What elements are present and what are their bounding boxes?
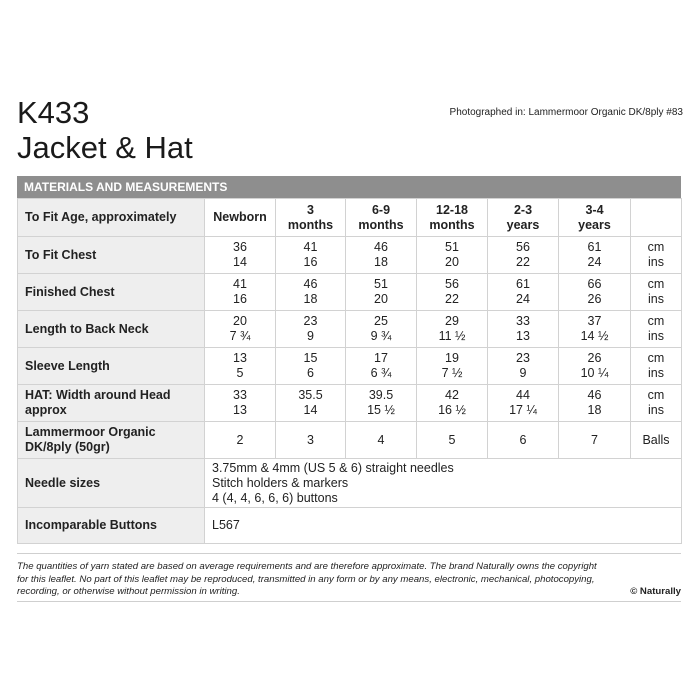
age-header-label: To Fit Age, approximately (18, 199, 205, 237)
table-row (18, 385, 682, 422)
table-cell: 13 5 (205, 348, 276, 385)
table-row (18, 237, 682, 274)
table-cell: 33 13 (488, 311, 559, 348)
table-cell: 5 (417, 422, 488, 459)
table-cell: 46 18 (346, 237, 417, 274)
needles-label: Needle sizes (18, 459, 205, 508)
table-cell: 51 20 (346, 274, 417, 311)
table-cell: 61 24 (559, 237, 631, 274)
disclaimer: The quantities of yarn stated are based on average requirements and are therefore approximate. The brand Naturally owns the copyright for this leaflet. No part of this leaflet may be reproduced, transmitted in any form or by any means, electronic, mechanical, photocopying, recording, or otherwise without permission in writing. (17, 561, 597, 597)
age-col-6-9m: 6-9 months (346, 199, 417, 237)
table-cell: 37 14 ½ (559, 311, 631, 348)
age-col-3-4y: 3-4 years (559, 199, 631, 237)
table-cell: 25 9 ¾ (346, 311, 417, 348)
table-cell: 15 6 (276, 348, 346, 385)
age-col-3m: 3 months (276, 199, 346, 237)
photographed-in-note: Photographed in: Lammermoor Organic DK/8ply #83 (449, 107, 683, 118)
table-row (18, 348, 682, 385)
needles-row (18, 459, 682, 508)
table-cell: cm ins (631, 237, 682, 274)
buttons-row (18, 508, 682, 544)
row-label: Finished Chest (18, 274, 205, 311)
unit-header (631, 199, 682, 237)
table-row (18, 311, 682, 348)
table-cell: 7 (559, 422, 631, 459)
table-cell: 44 17 ¼ (488, 385, 559, 422)
table-cell: 51 20 (417, 237, 488, 274)
table-cell: 46 18 (559, 385, 631, 422)
table-cell: 36 14 (205, 237, 276, 274)
row-label: Sleeve Length (18, 348, 205, 385)
divider-bottom (17, 601, 681, 602)
buttons-value: L567 (205, 508, 682, 544)
table-cell: 23 9 (276, 311, 346, 348)
yarn-row (18, 422, 682, 459)
table-cell: cm ins (631, 311, 682, 348)
table-cell: 61 24 (488, 274, 559, 311)
age-col-newborn: Newborn (205, 199, 276, 237)
table-cell: 6 (488, 422, 559, 459)
age-header-row (18, 199, 682, 237)
table-row (18, 274, 682, 311)
table-cell: 66 26 (559, 274, 631, 311)
table-cell: 3 (276, 422, 346, 459)
age-col-2-3y: 2-3 years (488, 199, 559, 237)
table-cell: 29 11 ½ (417, 311, 488, 348)
table-cell: 2 (205, 422, 276, 459)
row-label: To Fit Chest (18, 237, 205, 274)
divider-top (17, 553, 681, 554)
table-cell: cm ins (631, 274, 682, 311)
table-cell: 20 7 ¾ (205, 311, 276, 348)
table-cell: 41 16 (205, 274, 276, 311)
table-cell: 19 7 ½ (417, 348, 488, 385)
table-cell: cm ins (631, 385, 682, 422)
table-cell: 39.5 15 ½ (346, 385, 417, 422)
table-cell: 17 6 ¾ (346, 348, 417, 385)
table-cell: 33 13 (205, 385, 276, 422)
section-header: MATERIALS AND MEASUREMENTS (17, 176, 681, 198)
copyright: © Naturally (630, 586, 681, 597)
pattern-code: K433 (17, 95, 90, 130)
table-cell: 35.5 14 (276, 385, 346, 422)
pattern-title: Jacket & Hat (17, 130, 193, 165)
table-cell: 26 10 ¼ (559, 348, 631, 385)
buttons-label: Incomparable Buttons (18, 508, 205, 544)
needles-value: 3.75mm & 4mm (US 5 & 6) straight needles Stitch holders & markers 4 (4, 4, 6, 6, 6) buttons (205, 459, 682, 508)
table-cell: 41 16 (276, 237, 346, 274)
yarn-label: Lammermoor Organic DK/8ply (50gr) (18, 422, 205, 459)
table-cell: 56 22 (417, 274, 488, 311)
table-cell: 42 16 ½ (417, 385, 488, 422)
yarn-unit: Balls (631, 422, 682, 459)
age-col-12-18m: 12-18 months (417, 199, 488, 237)
table-cell: 4 (346, 422, 417, 459)
table-cell: 46 18 (276, 274, 346, 311)
table-cell: cm ins (631, 348, 682, 385)
measurements-table (17, 198, 682, 544)
table-cell: 56 22 (488, 237, 559, 274)
row-label: Length to Back Neck (18, 311, 205, 348)
table-cell: 23 9 (488, 348, 559, 385)
row-label: HAT: Width around Head approx (18, 385, 205, 422)
